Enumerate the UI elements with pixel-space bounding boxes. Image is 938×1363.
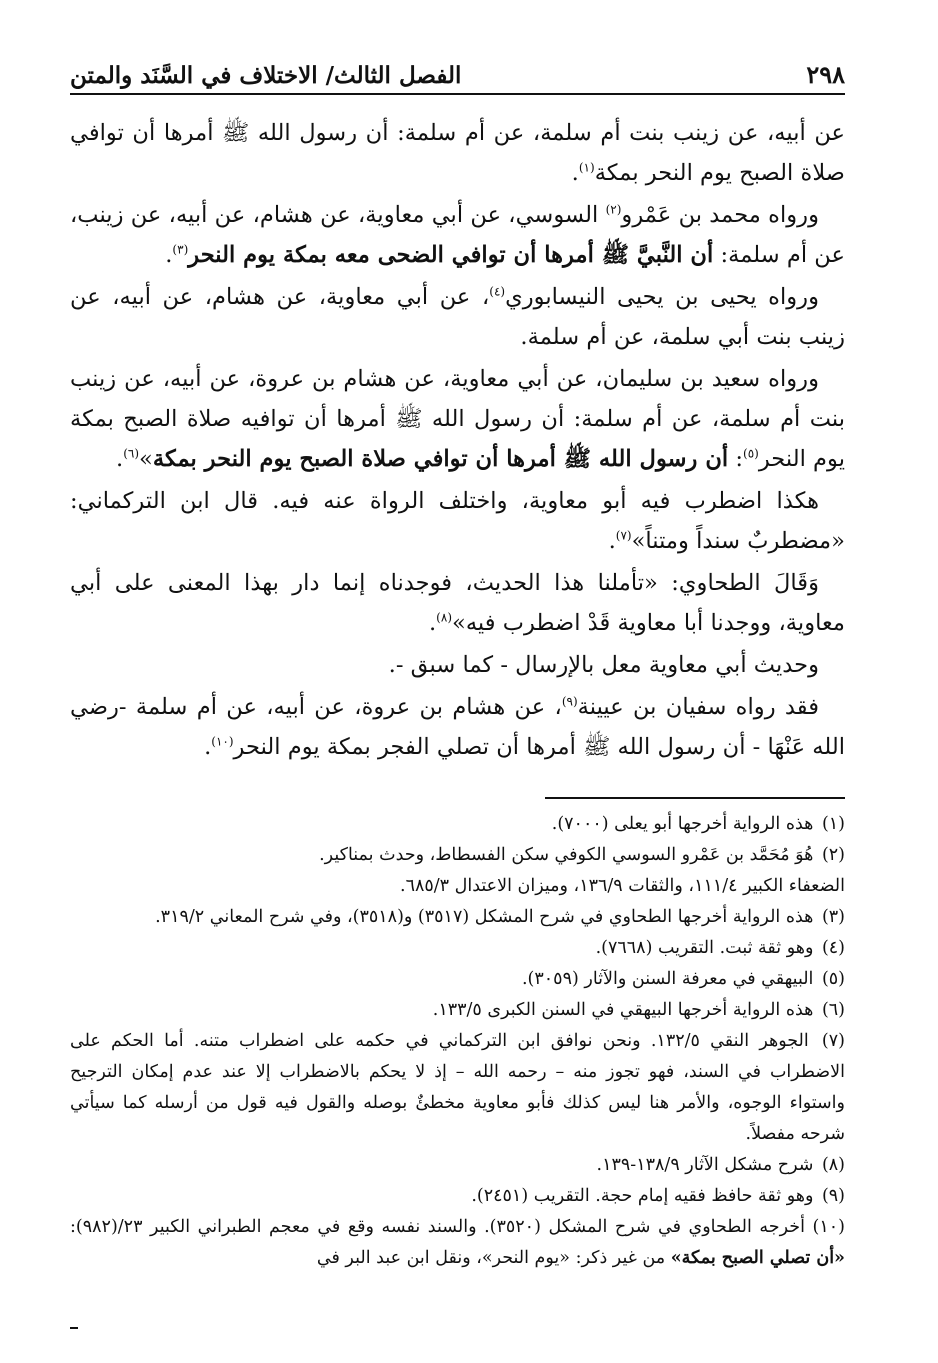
footnote-number: (٩) — [821, 1186, 845, 1206]
footnote-7 — [70, 1026, 845, 1150]
footnote-3 — [70, 902, 845, 933]
text: » — [139, 446, 153, 472]
text: السوسي، عن أبي معاوية، عن هشام، عن أبيه، عن زينب، عن أم سلمة: — [70, 202, 845, 268]
footnotes — [70, 809, 845, 1274]
text: ورواه يحيى بن يحيى النيسابوري — [505, 284, 820, 310]
paragraph-2 — [70, 195, 845, 275]
footnote-2-continued — [70, 871, 845, 902]
text: ، عن أبي معاوية، عن هشام، عن أبيه، عن زينب بنت أبي سلمة، عن أم سلمة. — [70, 284, 845, 350]
footnote-5 — [70, 964, 845, 995]
page-number: ٢٩٨ — [806, 60, 845, 89]
paragraph-1 — [70, 113, 845, 193]
footnote-1 — [70, 809, 845, 840]
footnote-6 — [70, 995, 845, 1026]
footnote-text: وهو ثقة ثبت. التقريب (٧٦٦٨). — [595, 938, 814, 958]
footnote-2 — [70, 840, 845, 871]
footnote-number: (١) — [821, 814, 845, 834]
footnote-ref: (٧) — [615, 528, 632, 543]
footnote-ref: (١) — [578, 160, 595, 175]
footnote-text: هذه الرواية أخرجها البيهقي في السنن الكبرى ١٣٣/٥. — [432, 1000, 814, 1020]
footnote-9 — [70, 1181, 845, 1212]
text: هكذا اضطرب فيه أبو معاوية، واختلف الرواة عنه فيه. قال ابن التركماني: «مضطربٌ سنداً ومتناً» — [70, 488, 845, 554]
text: . — [608, 528, 616, 554]
footnote-text: البيهقي في معرفة السنن والآثار (٣٠٥٩). — [521, 969, 814, 989]
text: فقد رواه سفيان بن عيينة — [577, 694, 819, 720]
footnote-text: الجوهر النقي ١٣٢/٥. ونحن نوافق ابن التركماني في حكمه على اضطراب متنه. أما الحكم على الاضطراب في السند، فهو تجوز منه – رحمه الله – إذ لا يحكم بالاضطراب إلا عند عدم إمكان الترجيح واستواء الوجوه، والأمر هنا ليس كذلك فأبو معاوية مخطئٌ بوصله والقول فيه قول من أرسله كما سيأتي شرحه مفصلاً. — [70, 1031, 845, 1144]
footnote-text: الضعفاء الكبير ١١١/٤، والثقات ١٣٦/٩، وميزان الاعتدال ٦٨٥/٣. — [399, 876, 845, 896]
main-text — [70, 113, 845, 767]
text: ورواه محمد بن عَمْرو — [621, 202, 819, 228]
footnote-divider — [545, 797, 845, 799]
footnote-text: وهو ثقة حافظ فقيه إمام حجة. التقريب (٢٤٥١). — [471, 1186, 814, 1206]
footnote-ref: (٥) — [743, 446, 759, 461]
footnote-ref: (٣) — [172, 242, 189, 257]
paragraph-8 — [70, 687, 845, 767]
footnote-ref: (١٠) — [211, 734, 234, 749]
footnote-number: (٧) — [821, 1031, 845, 1051]
footnote-10 — [70, 1212, 845, 1274]
text: وحديث أبي معاوية معل بالإرسال - كما سبق -. — [388, 652, 819, 678]
footnote-number: (٣) — [821, 907, 845, 927]
paragraph-3 — [70, 277, 845, 357]
footnote-text: شرح مشكل الآثار ١٣٨/٩-١٣٩. — [596, 1155, 814, 1175]
footnote-number: (٥) — [821, 969, 845, 989]
footnote-ref: (٦) — [123, 446, 140, 461]
text: عن أبيه، عن زينب بنت أم سلمة، عن أم سلمة: أن رسول الله ﷺ أمرها أن توافي صلاة الصبح يوم النحر بمكة — [70, 120, 845, 186]
text: . — [571, 160, 579, 186]
paragraph-5 — [70, 481, 845, 561]
footnote-number: (٨) — [821, 1155, 845, 1175]
footnote-ref: (٤) — [489, 284, 506, 299]
footnote-8 — [70, 1150, 845, 1181]
footnote-number: (١٠) — [812, 1217, 845, 1237]
bold-text: أن النَّبيَّ ﷺ أمرها أن توافي الضحى معه بمكة يوم النحر — [188, 242, 714, 268]
text: وَقَالَ الطحاوي: «تأملنا هذا الحديث، فوجدناه إنما دار بهذا المعنى على أبي معاوية، ووجدنا أبا معاوية قَدْ اضطرب فيه» — [70, 570, 845, 636]
footnote-4 — [70, 933, 845, 964]
text: ، عن هشام بن عروة، عن أبيه، عن أم سلمة -رضي الله عَنْهَا - أن رسول الله ﷺ أمرها أن تصلي الفجر بمكة يوم النحر — [70, 694, 845, 760]
bold-text: «أن تصلي الصبح بمكة» — [670, 1248, 845, 1268]
text: ورواه سعيد بن سليمان، عن أبي معاوية، عن هشام بن عروة، عن أبيه، عن زينب بنت أم سلمة، عن أم سلمة: أن رسول الله ﷺ أمرها أن توافيه صلاة الصبح بمكة يوم النحر — [70, 366, 845, 472]
chapter-title: الفصل الثالث/ الاختلاف في السَّنَد والمتن — [70, 62, 462, 89]
footnote-ref: (٨) — [436, 610, 452, 625]
footnote-text: أخرجه الطحاوي في شرح المشكل (٣٥٢٠). والسند نفسه وقع في معجم الطبراني الكبير ٢٣/(٩٨٢): — [70, 1217, 805, 1237]
bold-text: أن رسول الله ﷺ أمرها أن توافي صلاة الصبح يوم النحر بمكة — [152, 446, 729, 472]
continuation-mark — [70, 1327, 78, 1329]
footnote-text: هذه الرواية أخرجها أبو يعلى (٧٠٠٠). — [551, 814, 814, 834]
text: . — [204, 734, 212, 760]
paragraph-4 — [70, 359, 845, 479]
footnote-ref: (٩) — [561, 694, 578, 709]
paragraph-7 — [70, 645, 845, 685]
text: . — [428, 610, 437, 636]
book-page — [70, 55, 845, 1345]
footnote-ref: (٢) — [605, 202, 622, 217]
running-header — [70, 55, 845, 95]
footnote-text: هُوَ مُحَمَّد بن عَمْرو السوسي الكوفي سكن الفسطاط، وحدث بمناكير. — [319, 845, 814, 865]
text: . — [165, 242, 173, 268]
footnote-number: (٤) — [821, 938, 845, 958]
text: : — [728, 446, 743, 472]
paragraph-6 — [70, 563, 845, 643]
text: . — [116, 446, 124, 472]
footnote-number: (٢) — [821, 845, 845, 865]
footnote-text: هذه الرواية أخرجها الطحاوي في شرح المشكل (٣٥١٧) و(٣٥١٨)، وفي شرح المعاني ٣١٩/٢. — [155, 907, 814, 927]
footnote-text: من غير ذكر: «يوم النحر»، ونقل ابن عبد البر في — [316, 1248, 671, 1268]
footnote-number: (٦) — [821, 1000, 845, 1020]
